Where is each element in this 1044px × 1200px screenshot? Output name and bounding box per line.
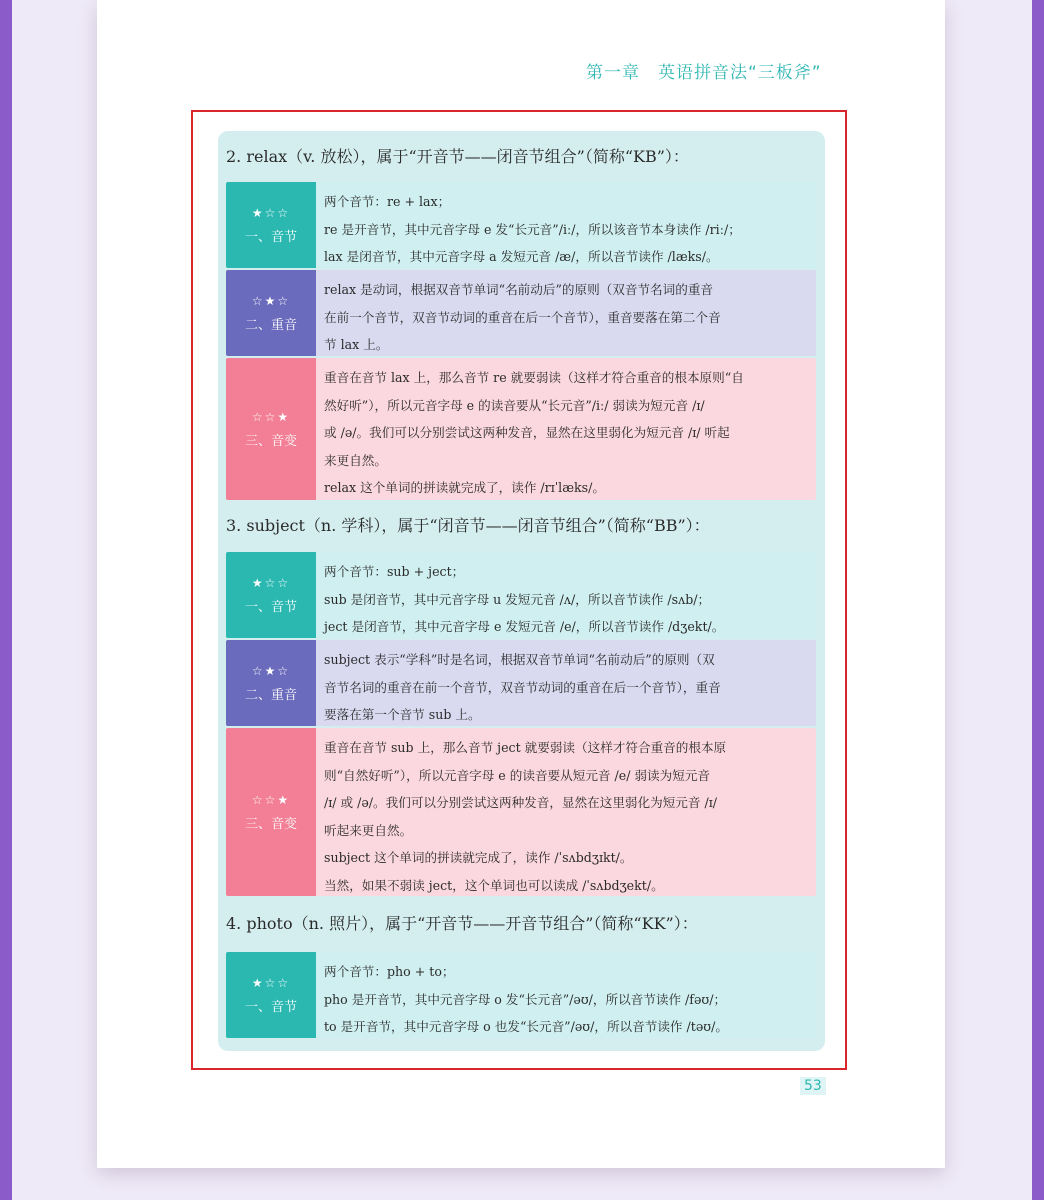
photo-syllable-row (226, 952, 816, 1038)
section-heading-subject: 3. subject（n. 学科），属于“闭音节——闭音节组合”（简称“BB”）： (226, 516, 710, 535)
explanation-text (316, 182, 816, 268)
text-line: relax 是动词，根据双音节单词“名前动后”的原则（双音节名词的重音 (324, 282, 714, 297)
text-line: 两个音节：pho + to； (324, 964, 455, 979)
text-line: 然好听”），所以元音字母 e 的读音要从“长元音”/iː/ 弱读为短元音 /ɪ/ (324, 397, 705, 413)
right-frame-border (1032, 0, 1044, 1200)
step-label (226, 552, 316, 638)
text-line: 节 lax 上。 (324, 337, 389, 352)
text-line: 两个音节：re + lax； (324, 194, 451, 209)
text-line: sub 是闭音节，其中元音字母 u 发短元音 /ʌ/，所以音节读作 /sʌb/； (324, 591, 711, 607)
text-line: 在前一个音节，双音节动词的重音在后一个音节），重音要落在第二个音 (324, 309, 721, 325)
text-line: 重音在音节 lax 上，那么音节 re 就要弱读（这样才符合重音的根本原则“自 (324, 370, 744, 385)
subject-syllable-row (226, 552, 816, 638)
subject-sound-change-row (226, 728, 816, 896)
text-line: subject 表示“学科”时是名词，根据双音节单词“名前动后”的原则（双 (324, 652, 715, 667)
relax-sound-change-row (226, 358, 816, 500)
subject-stress-row (226, 640, 816, 726)
difficulty-stars: ★☆☆ (251, 975, 291, 990)
difficulty-stars: ★☆☆ (251, 205, 291, 220)
explanation-text (316, 270, 816, 356)
text-line: re 是开音节，其中元音字母 e 发“长元音”/iː/，所以该音节本身读作 /riː/； (324, 221, 741, 237)
difficulty-stars: ☆☆★ (251, 409, 291, 424)
left-frame-border (0, 0, 12, 1200)
step-name: 一、音节 (244, 229, 297, 245)
text-line: lax 是闭音节，其中元音字母 a 发短元音 /æ/，所以音节读作 /læks/。 (324, 249, 719, 264)
difficulty-stars: ☆☆★ (251, 792, 291, 807)
relax-syllable-row (226, 182, 816, 268)
text-line: 当然，如果不弱读 ject，这个单词也可以读成 /ˈsʌbdʒekt/。 (324, 877, 664, 893)
text-line: 来更自然。 (324, 452, 387, 468)
explanation-text (316, 640, 816, 726)
section-heading-relax: 2. relax（v. 放松），属于“开音节——闭音节组合”（简称“KB”）： (226, 147, 689, 166)
step-label (226, 358, 316, 500)
text-line: /ɪ/ 或 /ə/。我们可以分别尝试这两种发音，显然在这里弱化为短元音 /ɪ/ (324, 795, 718, 810)
explanation-text (316, 552, 816, 638)
difficulty-stars: ☆★☆ (251, 293, 291, 308)
step-name: 三、音变 (244, 433, 297, 449)
text-line: to 是开音节，其中元音字母 o 也发“长元音”/əʊ/，所以音节读作 /təʊ/。 (324, 1019, 728, 1034)
relax-stress-row (226, 270, 816, 356)
text-line: 听起来更自然。 (324, 822, 413, 838)
step-label (226, 270, 316, 356)
step-name: 一、音节 (244, 599, 297, 615)
step-label (226, 728, 316, 896)
page-number: 53 (800, 1077, 826, 1095)
step-name: 三、音变 (244, 816, 297, 832)
text-line: 重音在音节 sub 上，那么音节 ject 就要弱读（这样才符合重音的根本原 (324, 740, 727, 755)
step-name: 二、重音 (244, 317, 297, 333)
step-name: 一、音节 (244, 999, 297, 1015)
step-label (226, 182, 316, 268)
step-name: 二、重音 (244, 687, 297, 703)
text-line: 则“自然好听”），所以元音字母 e 的读音要从短元音 /e/ 弱读为短元音 (324, 767, 711, 783)
text-line: 两个音节：sub + ject； (324, 564, 465, 579)
difficulty-stars: ☆★☆ (251, 663, 291, 678)
text-line: subject 这个单词的拼读就完成了，读作 /ˈsʌbdʒɪkt/。 (324, 850, 633, 865)
explanation-text (316, 358, 816, 500)
step-label (226, 952, 316, 1038)
text-line: relax 这个单词的拼读就完成了，读作 /rɪˈlæks/。 (324, 480, 605, 495)
text-line: 音节名词的重音在前一个音节，双音节动词的重音在后一个音节），重音 (324, 679, 721, 695)
section-heading-photo: 4. photo（n. 照片），属于“开音节——开音节组合”（简称“KK”）： (226, 914, 698, 933)
explanation-text (316, 728, 816, 896)
text-line: 要落在第一个音节 sub 上。 (324, 707, 481, 722)
text-line: pho 是开音节，其中元音字母 o 发“长元音”/əʊ/，所以音节读作 /fəʊ/； (324, 991, 727, 1007)
explanation-text (316, 952, 816, 1038)
difficulty-stars: ★☆☆ (251, 575, 291, 590)
step-label (226, 640, 316, 726)
text-line: 或 /ə/。我们可以分别尝试这两种发音，显然在这里弱化为短元音 /ɪ/ 听起 (324, 425, 730, 440)
text-line: ject 是闭音节，其中元音字母 e 发短元音 /e/，所以音节读作 /dʒekt/。 (324, 619, 725, 634)
running-header: 第一章 英语拼音法“三板斧” (586, 63, 822, 83)
